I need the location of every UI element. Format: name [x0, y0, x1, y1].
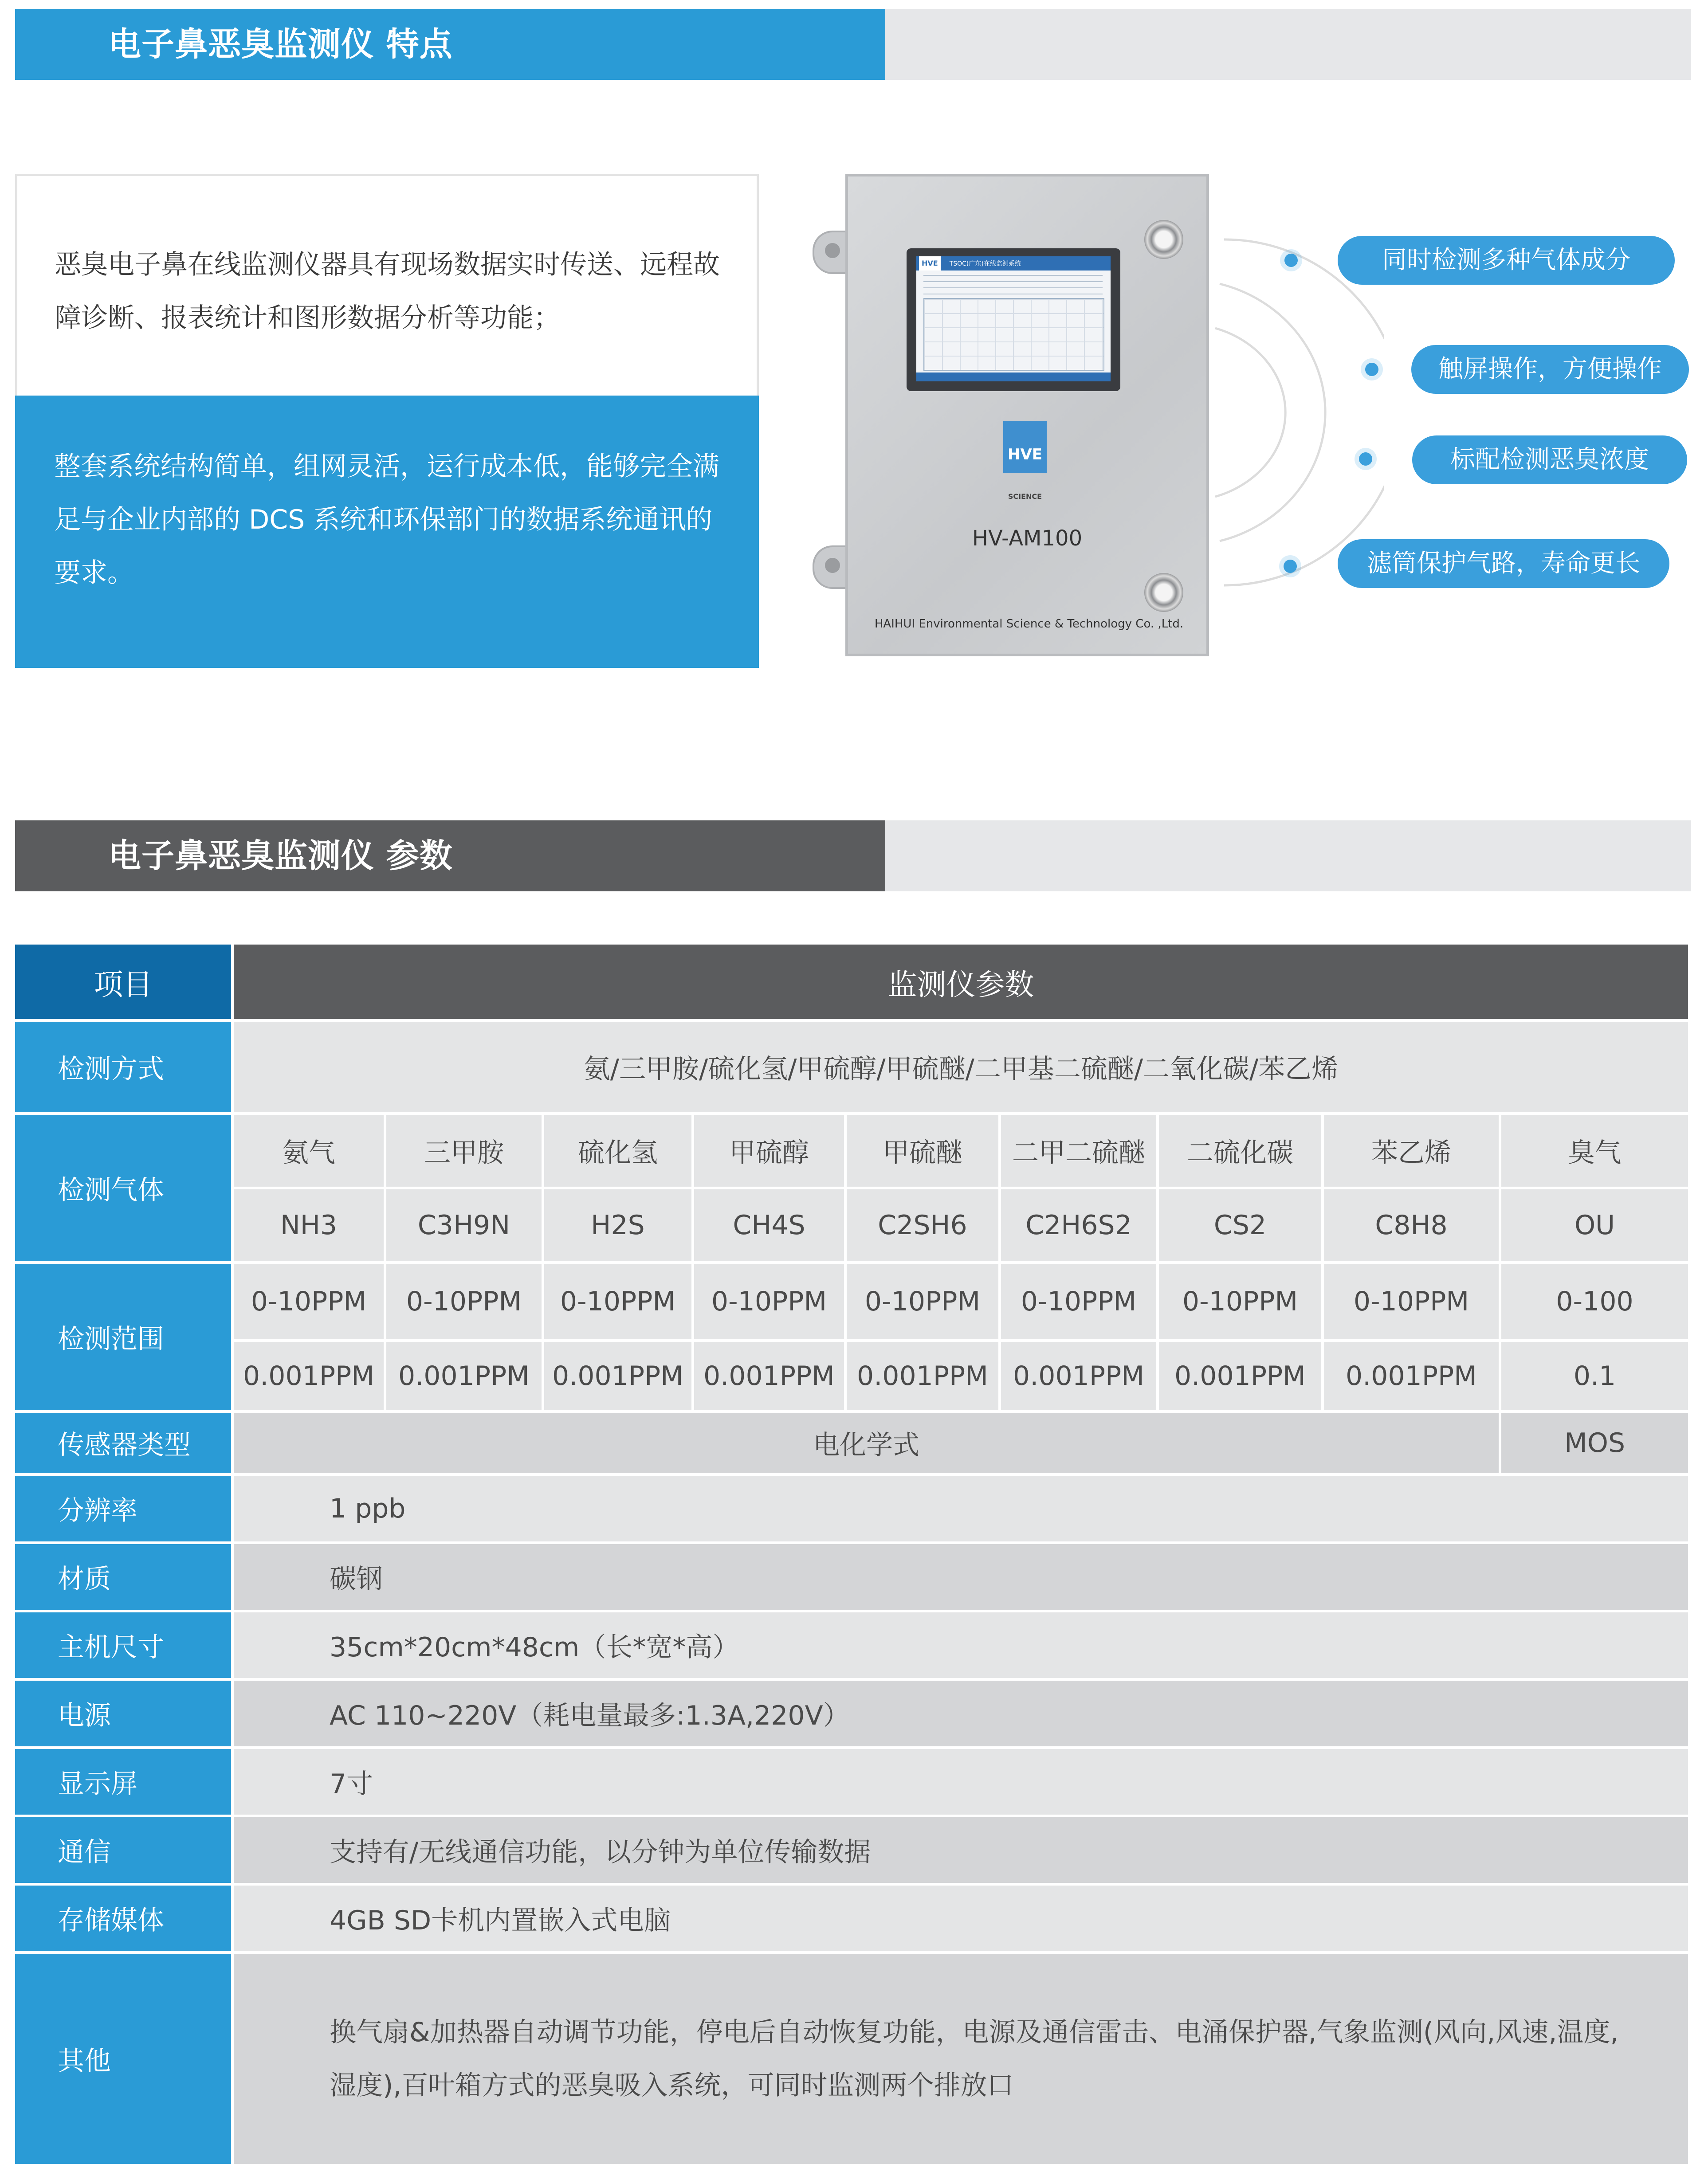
gas-formula: C2H6S2 [1000, 1188, 1158, 1263]
resolution-value: 0.001PPM [845, 1341, 1000, 1412]
gas-name: 二硫化碳 [1158, 1114, 1323, 1188]
feature-dot-1 [1284, 254, 1298, 267]
range-value: 0-10PPM [693, 1263, 845, 1341]
screen-logo: HVE [919, 256, 941, 271]
intro-text-blue: 整套系统结构简单，组网灵活，运行成本低，能够完全满足与企业内部的 DCS 系统和环保部门的数据系统通讯的要求。 [54, 451, 719, 588]
range-value: 0-10PPM [845, 1263, 1000, 1341]
features-banner-tab [15, 9, 885, 80]
screen-chart [923, 298, 1104, 371]
sensor-value: 电化学式 [232, 1412, 1500, 1474]
table-row-sensor [15, 1412, 1689, 1474]
range-value: 0-10PPM [543, 1263, 693, 1341]
table-row-ranges [15, 1263, 1689, 1341]
gas-name: 苯乙烯 [1323, 1114, 1500, 1188]
row-label-sensor: 传感器类型 [15, 1412, 232, 1474]
header-item: 项目 [15, 943, 232, 1020]
row-label-range: 检测范围 [15, 1263, 232, 1412]
row-value: 支持有/无线通信功能，以分钟为单位传输数据 [232, 1816, 1689, 1884]
feature-pill-2: 触屏操作，方便操作 [1411, 345, 1689, 394]
feature-pill-3: 标配检测恶臭浓度 [1412, 435, 1687, 484]
row-value: 换气扇&加热器自动调节功能，停电后自动恢复功能，电源及通信雷击、电涌保护器,气象监测(风向,风速,温度,湿度),百叶箱方式的恶臭吸入系统，可同时监测两个排放口 [232, 1953, 1689, 2165]
feature-pill-4: 滤筒保护气路，寿命更长 [1338, 539, 1669, 588]
row-label: 其他 [15, 1953, 232, 2165]
lock-knob-top [1144, 220, 1183, 259]
row-value: 4GB SD卡机内置嵌入式电脑 [232, 1884, 1689, 1953]
table-row [15, 1816, 1689, 1884]
row-label: 通信 [15, 1816, 232, 1884]
brand-logo: HVE [1003, 421, 1047, 473]
table-row [15, 1474, 1689, 1543]
gas-formula: H2S [543, 1188, 693, 1263]
params-banner-tab [15, 820, 885, 891]
table-row-gas-formulas [15, 1188, 1689, 1263]
params-banner [15, 820, 1691, 891]
lock-knob-bottom [1144, 573, 1183, 612]
device-model: HV-AM100 [972, 526, 1083, 551]
resolution-value: 0.001PPM [1323, 1341, 1500, 1412]
features-banner [15, 9, 1691, 80]
resolution-value: 0.001PPM [1000, 1341, 1158, 1412]
gas-formula: NH3 [232, 1188, 385, 1263]
intro-text-white: 恶臭电子鼻在线监测仪器具有现场数据实时传送、远程故障诊断、报表统计和图形数据分析等功能； [55, 249, 720, 333]
device-screen [907, 248, 1120, 391]
resolution-value: 0.001PPM [232, 1341, 385, 1412]
range-value: 0-100 [1500, 1263, 1689, 1341]
resolution-value: 0.001PPM [385, 1341, 543, 1412]
row-value: 7寸 [232, 1748, 1689, 1816]
row-label: 电源 [15, 1679, 232, 1748]
gas-name: 臭气 [1500, 1114, 1689, 1188]
gas-name: 硫化氢 [543, 1114, 693, 1188]
header-params: 监测仪参数 [232, 943, 1689, 1020]
table-row [15, 1543, 1689, 1611]
range-value: 0-10PPM [1158, 1263, 1323, 1341]
table-row [15, 1679, 1689, 1748]
row-label: 分辨率 [15, 1474, 232, 1543]
gas-formula: CS2 [1158, 1188, 1323, 1263]
feature-dot-4 [1284, 560, 1297, 573]
method-value: 氨/三甲胺/硫化氢/甲硫醇/甲硫醚/二甲基二硫醚/二氧化碳/苯乙烯 [232, 1020, 1689, 1114]
feature-dot-3 [1359, 452, 1372, 466]
feature-pill-1: 同时检测多种气体成分 [1338, 236, 1675, 285]
range-value: 0-10PPM [232, 1263, 385, 1341]
gas-name: 甲硫醚 [845, 1114, 1000, 1188]
screen-readings [923, 275, 1103, 294]
resolution-value: 0.001PPM [543, 1341, 693, 1412]
row-label: 主机尺寸 [15, 1611, 232, 1679]
row-label: 存储媒体 [15, 1884, 232, 1953]
sensor-value-ou: MOS [1500, 1412, 1689, 1474]
table-row-gas-names [15, 1114, 1689, 1188]
spec-table [15, 942, 1691, 2167]
row-value: 35cm*20cm*48cm（长*宽*高） [232, 1611, 1689, 1679]
gas-formula: C3H9N [385, 1188, 543, 1263]
gas-name: 二甲二硫醚 [1000, 1114, 1158, 1188]
row-label: 材质 [15, 1543, 232, 1611]
range-value: 0-10PPM [385, 1263, 543, 1341]
table-row [15, 1953, 1689, 2165]
table-row [15, 1611, 1689, 1679]
intro-box-white [15, 174, 759, 396]
gas-formula: C2SH6 [845, 1188, 1000, 1263]
features-title: 电子鼻恶臭监测仪 特点 [108, 25, 453, 63]
gas-name: 氨气 [232, 1114, 385, 1188]
brand-logo-sub: SCIENCE [1008, 492, 1042, 501]
row-value: 碳钢 [232, 1543, 1689, 1611]
screen-title: TSOC(广东)在线监测系统 [949, 260, 1021, 267]
params-title: 电子鼻恶臭监测仪 参数 [108, 837, 453, 875]
table-row-method [15, 1020, 1689, 1114]
row-value: AC 110~220V（耗电量最多:1.3A,220V） [232, 1679, 1689, 1748]
table-row [15, 1748, 1689, 1816]
gas-formula: CH4S [693, 1188, 845, 1263]
screen-title-bar [916, 256, 1111, 271]
row-value: 1 ppb [232, 1474, 1689, 1543]
resolution-value: 0.1 [1500, 1341, 1689, 1412]
row-label-gases: 检测气体 [15, 1114, 232, 1263]
table-header-row [15, 943, 1689, 1020]
table-row [15, 1884, 1689, 1953]
resolution-value: 0.001PPM [1158, 1341, 1323, 1412]
gas-formula: OU [1500, 1188, 1689, 1263]
gas-formula: C8H8 [1323, 1188, 1500, 1263]
gas-name: 甲硫醇 [693, 1114, 845, 1188]
device-manufacturer: HAIHUI Environmental Science & Technology Co. ,Ltd. [874, 617, 1184, 631]
feature-dot-2 [1365, 363, 1378, 376]
row-label: 显示屏 [15, 1748, 232, 1816]
intro-box-blue [15, 396, 759, 668]
row-label-method: 检测方式 [15, 1020, 232, 1114]
resolution-value: 0.001PPM [693, 1341, 845, 1412]
gas-name: 三甲胺 [385, 1114, 543, 1188]
screen-footer [916, 372, 1111, 381]
table-row-resolutions [15, 1341, 1689, 1412]
range-value: 0-10PPM [1323, 1263, 1500, 1341]
range-value: 0-10PPM [1000, 1263, 1158, 1341]
